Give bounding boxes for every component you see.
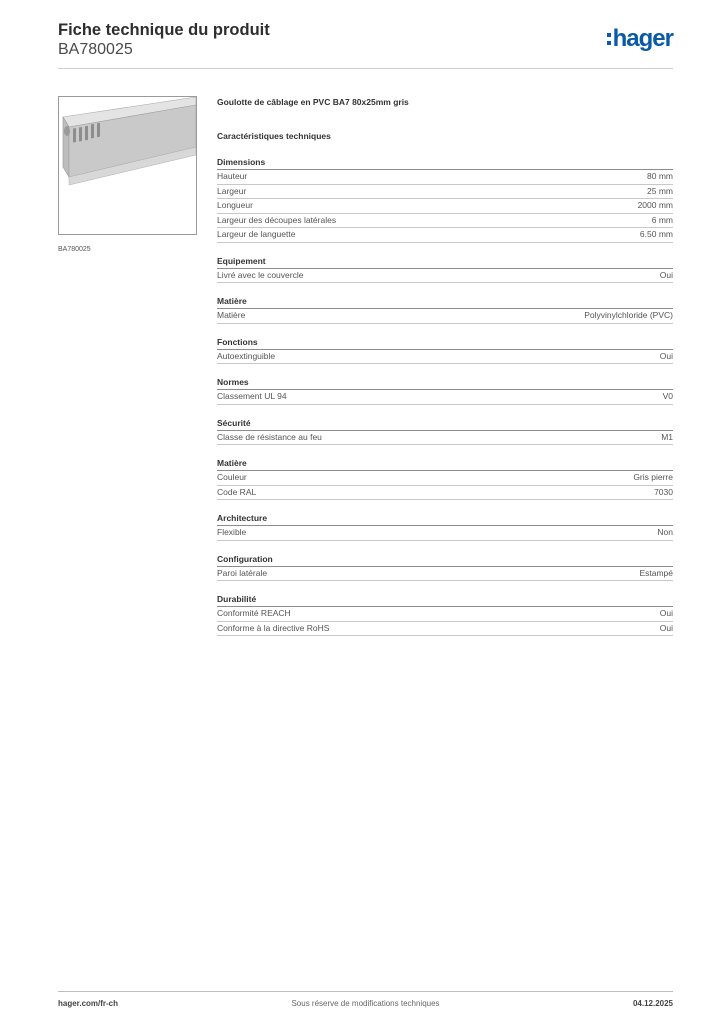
spec-row — [217, 567, 673, 582]
spec-label: Hauteur — [217, 171, 248, 181]
logo-dots-icon — [607, 29, 611, 49]
spec-section — [217, 553, 673, 582]
section-title: Normes — [217, 376, 673, 390]
spec-label: Classe de résistance au feu — [217, 431, 322, 442]
section-title: Architecture — [217, 512, 673, 526]
footer-website: hager.com/fr-ch — [58, 999, 119, 1008]
product-image — [58, 96, 197, 235]
spec-value: V0 — [662, 391, 673, 401]
spec-value: 80 mm — [647, 171, 673, 181]
spec-value: Oui — [659, 350, 673, 361]
spec-label: Couleur — [217, 472, 247, 482]
spec-value: 2000 mm — [637, 200, 673, 210]
spec-row — [217, 622, 673, 637]
section-title: Fonctions — [217, 336, 673, 350]
spec-label: Largeur des découpes latérales — [217, 214, 337, 225]
spec-section — [217, 593, 673, 636]
spec-label: Livré avec le couvercle — [217, 269, 304, 280]
section-title: Matière — [217, 295, 673, 309]
spec-row — [217, 350, 673, 365]
footer-divider — [58, 991, 673, 992]
spec-section — [217, 255, 673, 284]
spec-row — [217, 199, 673, 214]
spec-label: Matière — [217, 310, 246, 320]
tech-heading: Caractéristiques techniques — [217, 131, 331, 141]
spec-row — [217, 607, 673, 622]
spec-value: Estampé — [639, 567, 673, 578]
hager-logo — [607, 26, 673, 52]
spec-label: Longueur — [217, 200, 253, 210]
footer-disclaimer: Sous réserve de modifications techniques — [291, 999, 440, 1008]
product-reference: BA780025 — [58, 41, 133, 58]
spec-row — [217, 390, 673, 405]
spec-label: Code RAL — [217, 486, 257, 497]
spec-section — [217, 295, 673, 324]
document-title: Fiche technique du produit — [58, 21, 270, 39]
spec-row — [217, 431, 673, 446]
image-caption: BA780025 — [58, 246, 91, 253]
spec-row — [217, 526, 673, 541]
spec-label: Conformité REACH — [217, 608, 291, 618]
section-title: Configuration — [217, 553, 673, 567]
section-title: Equipement — [217, 255, 673, 269]
section-title: Sécurité — [217, 417, 673, 431]
spec-value: Oui — [659, 269, 673, 280]
product-name: Goulotte de câblage en PVC BA7 80x25mm gris — [217, 97, 409, 107]
spec-label: Largeur — [217, 185, 247, 196]
page-header — [58, 20, 673, 68]
spec-label: Autoextinguible — [217, 350, 276, 361]
spec-value: Oui — [659, 608, 673, 618]
spec-section — [217, 457, 673, 500]
spec-value: 25 mm — [647, 185, 673, 196]
spec-label: Flexible — [217, 527, 247, 537]
spec-value: Oui — [659, 622, 673, 633]
spec-row — [217, 228, 673, 243]
spec-row — [217, 170, 673, 185]
spec-row — [217, 269, 673, 284]
spec-label: Classement UL 94 — [217, 391, 287, 401]
spec-label: Paroi latérale — [217, 567, 268, 578]
spec-label: Largeur de languette — [217, 229, 296, 239]
spec-value: 6 mm — [651, 214, 673, 225]
spec-section — [217, 156, 673, 243]
cable-duct-icon — [59, 97, 196, 234]
spec-row — [217, 486, 673, 501]
spec-row — [217, 185, 673, 200]
spec-section — [217, 336, 673, 365]
footer-date: 04.12.2025 — [632, 999, 673, 1008]
section-title: Durabilité — [217, 593, 673, 607]
spec-section — [217, 417, 673, 446]
spec-section — [217, 512, 673, 541]
spec-section — [217, 376, 673, 405]
spec-label: Conforme à la directive RoHS — [217, 622, 330, 633]
spec-content — [217, 96, 673, 648]
spec-value: M1 — [661, 431, 673, 442]
spec-row — [217, 309, 673, 324]
spec-value: Polyvinylchloride (PVC) — [584, 310, 673, 320]
section-title: Matière — [217, 457, 673, 471]
logo-text: hager — [612, 25, 673, 52]
spec-value: Gris pierre — [633, 472, 673, 482]
spec-value: 6.50 mm — [639, 229, 673, 239]
section-title: Dimensions — [217, 156, 673, 170]
header-divider — [58, 68, 673, 69]
spec-row — [217, 214, 673, 229]
spec-value: 7030 — [654, 486, 673, 497]
spec-sections — [217, 156, 673, 636]
spec-row — [217, 471, 673, 486]
spec-value: Non — [657, 527, 673, 537]
